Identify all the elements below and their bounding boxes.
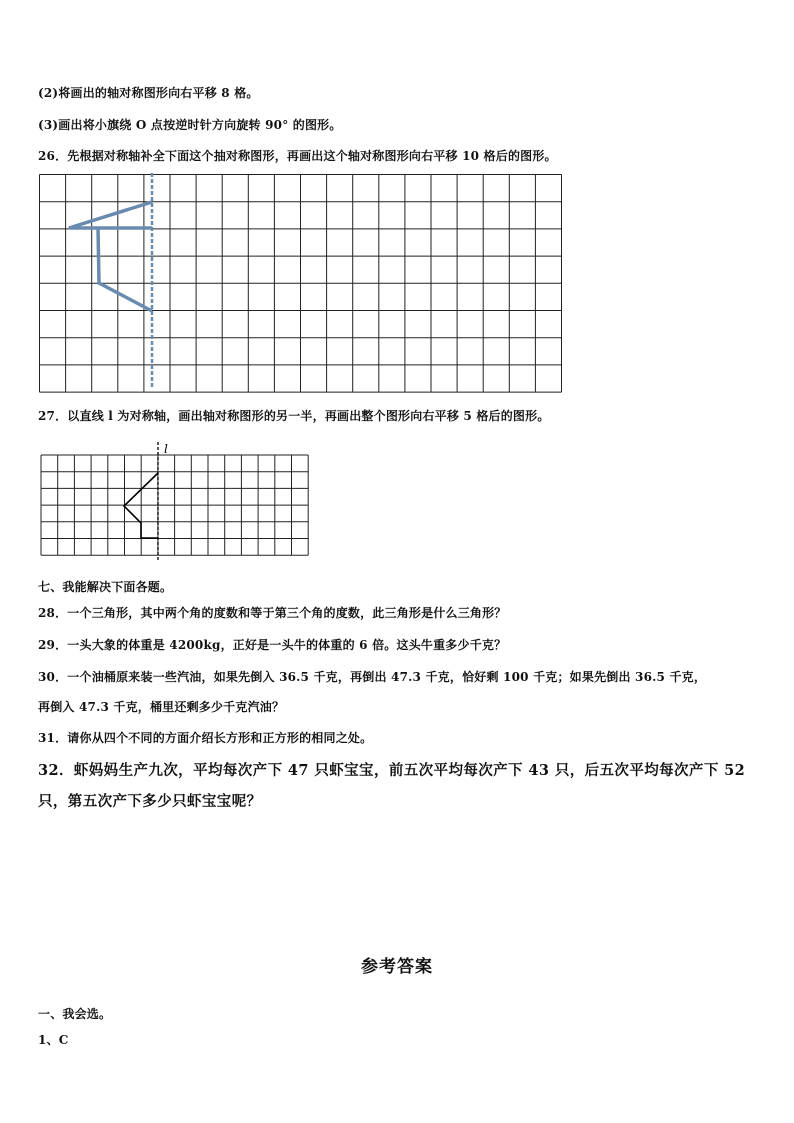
q29-text: 29．一头大象的体重是 4200kg，正好是一头牛的体重的 6 倍。这头牛重多少千克？ (38, 638, 507, 652)
grid-figure-27 (38, 440, 318, 562)
q28-text: 28．一个三角形，其中两个角的度数和等于第三个角的度数，此三角形是什么三角形？ (38, 606, 507, 620)
q27-text: 27．以直线 l 为对称轴，画出轴对称图形的另一半，再画出整个图形向右平移 5 格后的图形。 (38, 409, 550, 423)
grid-figure-26 (38, 173, 566, 393)
q25-part3: (3)画出将小旗绕 O 点按逆时针方向旋转 90° 的图形。 (38, 118, 342, 132)
answers-section1: 一、我会选。 (38, 1007, 112, 1021)
half-shape-26 (69, 202, 152, 228)
axis-label-l: l (164, 442, 168, 456)
section7-heading: 七、我能解决下面各题。 (38, 580, 173, 594)
q26-text: 26．先根据对称轴补全下面这个抽对称图形，再画出这个轴对称图形向右平移 10 格后的图形。 (38, 149, 557, 163)
q30-text-line2: 再倒入 47.3 千克，桶里还剩多少千克汽油？ (38, 700, 285, 714)
answers-heading: 参考答案 (361, 957, 433, 977)
q32-text-line2: 只，第五次产下多少只虾宝宝呢？ (38, 793, 262, 810)
q32-text-line1: 32．虾妈妈生产九次，平均每次产下 47 只虾宝宝，前五次平均每次产下 43 只，后五次平均每次产下 52 (38, 762, 746, 779)
q25-part2: (2)将画出的轴对称图形向右平移 8 格。 (38, 86, 259, 100)
answer-1: 1、C (38, 1033, 69, 1047)
q31-text: 31．请你从四个不同的方面介绍长方形和正方形的相同之处。 (38, 731, 373, 745)
q30-text-line1: 30．一个油桶原来装一些汽油，如果先倒入 36.5 千克，再倒出 47.3 千克，恰好剩 100 千克；如果先倒出 36.5 千克， (38, 670, 707, 684)
